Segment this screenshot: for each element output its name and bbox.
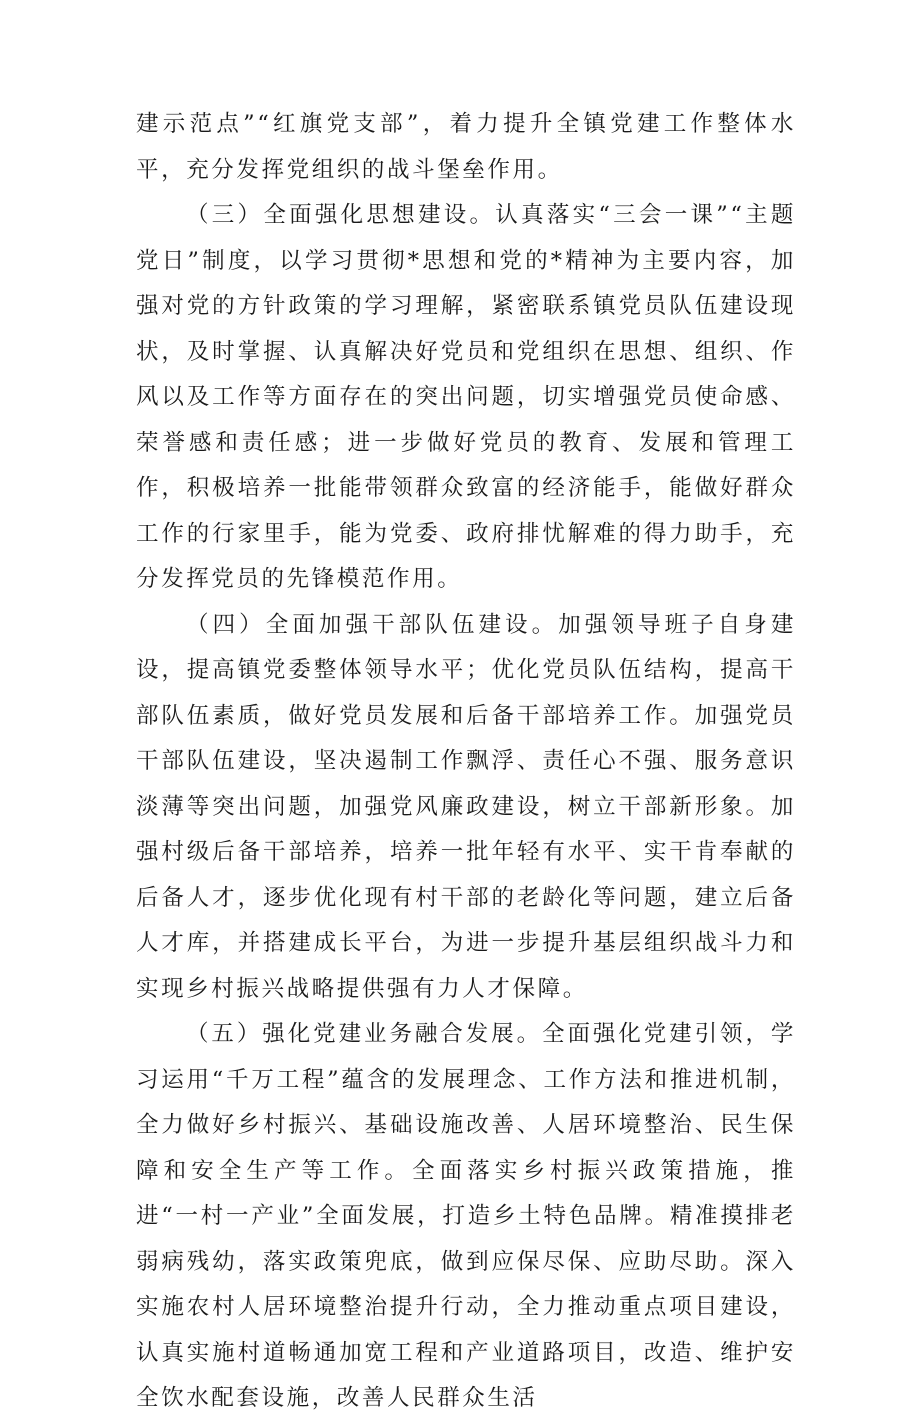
document-body — [136, 102, 796, 1422]
paragraph-party-business-integration: （五）强化党建业务融合发展。全面强化党建引领，学习运用“千万工程”蕴含的发展理念、工作方法和推进机制，全力做好乡村振兴、基础设施改善、人居环境整治、民生保障和安全生产等工作。全面落实乡村振兴政策措施，推进“一村一产业”全面发展，打造乡土特色品牌。精准摸排老弱病残幼，落实政策兜底，做到应保尽保、应助尽助。深入实施农村人居环境整治提升行动，全力推动重点项目建设，认真实施村道畅通加宽工程和产业道路项目，改造、维护安全饮水配套设施，改善人民群众生活 — [136, 1021, 796, 1411]
paragraph-cadre-team-building: （四）全面加强干部队伍建设。加强领导班子自身建设，提高镇党委整体领导水平；优化党员队伍结构，提高干部队伍素质，做好党员发展和后备干部培养工作。加强党员干部队伍建设，坚决遏制工作飘浮、责任心不强、服务意识淡薄等突出问题，加强党风廉政建设，树立干部新形象。加强村级后备干部培养，培养一批年轻有水平、实干肯奉献的后备人才，逐步优化现有村干部的老龄化等问题，建立后备人才库，并搭建成长平台，为进一步提升基层组织战斗力和实现乡村振兴战略提供强有力人才保障。 — [136, 611, 796, 1002]
paragraph-continuation: 建示范点”“红旗党支部”，着力提升全镇党建工作整体水平，充分发挥党组织的战斗堡垒作用。 — [136, 111, 796, 183]
paragraph-ideology-building: （三）全面强化思想建设。认真落实“三会一课”“主题党日”制度，以学习贯彻*思想和党的*精神为主要内容，加强对党的方针政策的学习理解，紧密联系镇党员队伍建设现状，及时掌握、认真解决好党员和党组织在思想、组织、作风以及工作等方面存在的突出问题，切实增强党员使命感、荣誉感和责任感；进一步做好党员的教育、发展和管理工作，积极培养一批能带领群众致富的经济能手，能做好群众工作的行家里手，能为党委、政府排忧解难的得力助手，充分发挥党员的先锋模范作用。 — [136, 202, 796, 592]
